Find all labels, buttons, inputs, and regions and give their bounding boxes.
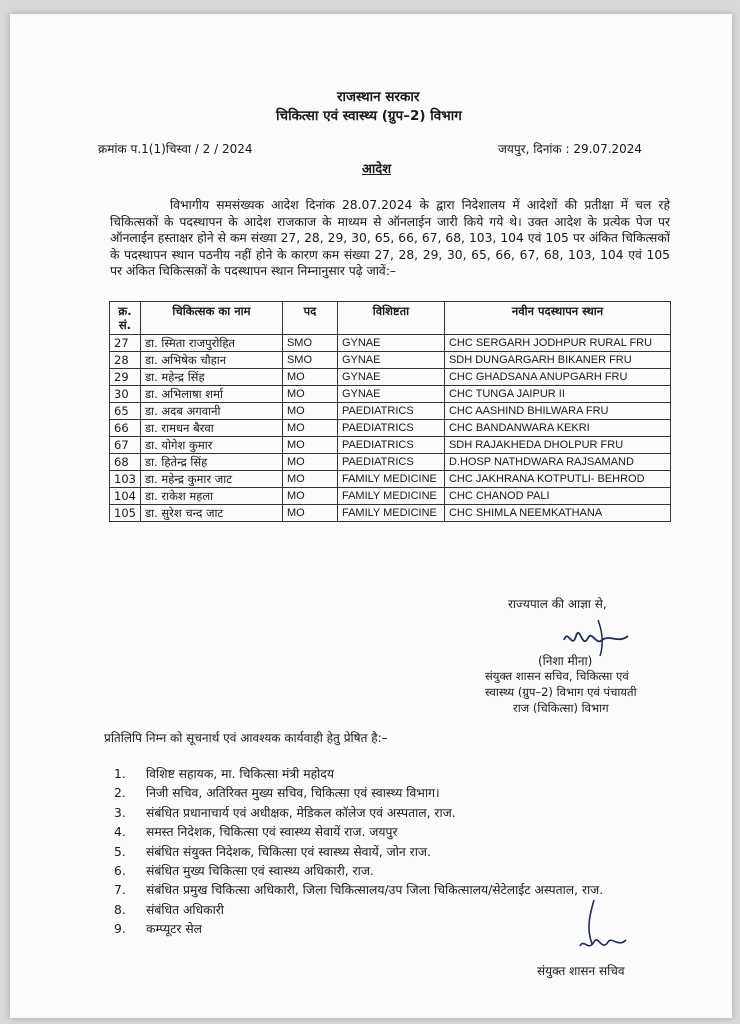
cell-serial: 30	[110, 386, 141, 403]
cell-serial: 105	[110, 505, 141, 522]
list-item-number: 6.	[114, 863, 126, 878]
reference-number: क्रमांक प.1(1)चिस्वा / 2 / 2024	[98, 142, 253, 156]
list-item-number: 1.	[114, 767, 126, 781]
cell-post: MO	[282, 505, 337, 522]
cell-serial: 66	[110, 420, 141, 437]
cell-specialty: GYNAE	[337, 335, 444, 352]
cell-name: डा. राकेश महला	[140, 488, 282, 505]
list-item-text: समस्त निदेशक, चिकित्सा एवं स्वास्थ्य सेवायें राज. जयपुर	[146, 825, 398, 840]
cell-post: SMO	[282, 335, 337, 352]
list-item	[114, 844, 674, 861]
column-header-name: चिकित्सक का नाम	[140, 302, 282, 335]
order-date: जयपुर, दिनांक : 29.07.2024	[498, 142, 643, 156]
cell-specialty: PAEDIATRICS	[337, 454, 444, 471]
table-row	[110, 488, 671, 505]
cell-name: डा. योगेश कुमार	[140, 437, 282, 454]
cell-specialty: GYNAE	[337, 352, 444, 369]
order-body	[110, 197, 670, 280]
column-header-posting: नवीन पदस्थापन स्थान	[444, 302, 670, 335]
order-by-governor: राज्यपाल की आज्ञा से,	[508, 597, 607, 611]
table-row	[110, 352, 671, 369]
list-item	[114, 863, 674, 880]
cell-posting: CHC AASHIND BHILWARA FRU	[444, 403, 670, 420]
cell-name: डा. हितेन्द्र सिंह	[140, 454, 282, 471]
cell-name: डा. अदब अगवानी	[140, 403, 282, 420]
cell-posting: CHC SERGARH JODHPUR RURAL FRU	[444, 335, 670, 352]
cell-specialty: GYNAE	[337, 369, 444, 386]
cell-post: MO	[282, 403, 337, 420]
cell-post: MO	[282, 437, 337, 454]
table-row	[110, 505, 671, 522]
cell-specialty: FAMILY MEDICINE	[337, 471, 444, 488]
cell-serial: 67	[110, 437, 141, 454]
list-item-text: संबंधित प्रधानाचार्य एवं अधीक्षक, मेडिकल कॉलेज एवं अस्पताल, राज.	[146, 805, 456, 820]
list-item-text: संबंधित संयुक्त निदेशक, चिकित्सा एवं स्वास्थ्य सेवायें, जोन राज.	[146, 844, 431, 859]
cell-posting: SDH RAJAKHEDA DHOLPUR FRU	[444, 437, 670, 454]
cell-post: MO	[282, 386, 337, 403]
column-header-post: पद	[282, 302, 337, 335]
cell-posting: CHC TUNGA JAIPUR II	[444, 386, 670, 403]
cell-specialty: PAEDIATRICS	[337, 437, 444, 454]
cell-specialty: FAMILY MEDICINE	[337, 505, 444, 522]
cell-name: डा. महेन्द्र कुमार जाट	[140, 471, 282, 488]
table-row	[110, 335, 671, 352]
column-header-serial: क्र. सं.	[110, 302, 141, 335]
list-item-text: कम्प्यूटर सेल	[146, 922, 202, 937]
cell-posting: CHC GHADSANA ANUPGARH FRU	[444, 369, 670, 386]
cell-serial: 29	[110, 369, 141, 386]
table-row	[110, 437, 671, 454]
table-row	[110, 420, 671, 437]
cell-post: MO	[282, 471, 337, 488]
signatory-title-1: संयुक्त शासन सचिव, चिकित्सा एवं	[485, 669, 629, 683]
signatory-name: (निशा मीना)	[538, 654, 593, 668]
cell-specialty: PAEDIATRICS	[337, 403, 444, 420]
list-item-text: निजी सचिव, अतिरिक्त मुख्य सचिव, चिकित्सा एवं स्वास्थ्य विभाग।	[146, 786, 440, 801]
list-item-number: 2.	[114, 786, 126, 801]
table-header-row	[110, 302, 671, 335]
table-row	[110, 471, 671, 488]
signatory-title-2: स्वास्थ्य (ग्रुप–2) विभाग एवं पंचायती	[485, 685, 637, 699]
cell-posting: D.HOSP NATHDWARA RAJSAMAND	[444, 454, 670, 471]
cell-name: डा. सुरेश चन्द जाट	[140, 505, 282, 522]
cell-posting: CHC BANDANWARA KEKRI	[444, 420, 670, 437]
list-item	[114, 766, 674, 783]
cell-name: डा. महेन्द्र सिंह	[140, 369, 282, 386]
cell-name: डा. स्मिता राजपुरोहित	[140, 335, 282, 352]
cell-name: डा. रामधन बैरवा	[140, 420, 282, 437]
list-item-number: 9.	[114, 922, 126, 937]
header-government: राजस्थान सरकार	[337, 89, 420, 105]
list-item-text: संबंधित प्रमुख चिकित्सा अधिकारी, जिला चिकित्सालय/उप जिला चिकित्सालय/सेटेलाईट अस्पताल, राज.	[146, 883, 604, 898]
cell-post: MO	[282, 369, 337, 386]
list-item-number: 7.	[114, 883, 126, 898]
list-item-text: संबंधित मुख्य चिकित्सा एवं स्वास्थ्य अधिकारी, राज.	[146, 863, 374, 878]
cell-serial: 28	[110, 352, 141, 369]
list-item	[114, 785, 674, 802]
table-row	[110, 454, 671, 471]
order-body-text: विभागीय समसंख्यक आदेश दिनांक 28.07.2024 के द्वारा निदेशालय में आदेशों की प्रतीक्षा में चल रहे चिकित्सकों के पदस्थापन के आदेश राजकाज के माध्यम से ऑनलाईन जारी किये गये थे। उक्त आदेश के प्रत्येक पेज पर ऑनलाईन हस्ताक्षर होने से कम संख्या 27, 28, 29, 30, 65, 66, 67, 68, 103, 104 एवं 105 पर अंकित चिकित्सकों के पदस्थापन स्थान पठनीय नहीं होने के कारण कम संख्या 27, 28, 29, 30, 65, 66, 67, 68, 103, 104 एवं 105 पर अंकित चिकित्सकों के पदस्थापन स्थान निम्नानुसार पढ़े जावें:–	[110, 198, 670, 279]
cell-name: डा. अभिलाषा शर्मा	[140, 386, 282, 403]
cell-post: MO	[282, 454, 337, 471]
cell-specialty: FAMILY MEDICINE	[337, 488, 444, 505]
cell-posting: SDH DUNGARGARH BIKANER FRU	[444, 352, 670, 369]
order-title: आदेश	[362, 162, 392, 177]
cell-specialty: GYNAE	[337, 386, 444, 403]
column-header-specialty: विशिष्टता	[337, 302, 444, 335]
list-item-number: 8.	[114, 902, 126, 917]
header-department: चिकित्सा एवं स्वास्थ्य (ग्रुप–2) विभाग	[276, 108, 462, 124]
cell-post: MO	[282, 488, 337, 505]
cell-serial: 65	[110, 403, 141, 420]
cell-post: MO	[282, 420, 337, 437]
cell-posting: CHC SHIMLA NEEMKATHANA	[444, 505, 670, 522]
copy-to-intro: प्रतिलिपि निम्न को सूचनार्थ एवं आवश्यक कार्यवाही हेतु प्रेषित है:–	[104, 731, 388, 745]
signatory-title-3: राज (चिकित्सा) विभाग	[513, 701, 609, 715]
list-item	[114, 805, 674, 822]
cell-serial: 104	[110, 488, 141, 505]
cell-serial: 68	[110, 454, 141, 471]
cell-posting: CHC CHANOD PALI	[444, 488, 670, 505]
list-item-text: संबंधित अधिकारी	[146, 902, 224, 917]
list-item-number: 3.	[114, 805, 126, 820]
cell-serial: 27	[110, 335, 141, 352]
footer-signature-mark	[572, 894, 632, 964]
list-item-text: विशिष्ट सहायक, मा. चिकित्सा मंत्री महोदय	[146, 767, 334, 781]
table-row	[110, 386, 671, 403]
table-row	[110, 369, 671, 386]
table-row	[110, 403, 671, 420]
cell-posting: CHC JAKHRANA KOTPUTLI- BEHROD	[444, 471, 670, 488]
cell-post: SMO	[282, 352, 337, 369]
document-page	[10, 14, 732, 1018]
posting-table	[109, 301, 671, 522]
list-item-number: 5.	[114, 844, 126, 859]
footer-signatory: संयुक्त शासन सचिव	[537, 964, 625, 978]
cell-specialty: PAEDIATRICS	[337, 420, 444, 437]
list-item-number: 4.	[114, 825, 126, 840]
cell-name: डा. अभिषेक चौहान	[140, 352, 282, 369]
list-item	[114, 824, 674, 841]
cell-serial: 103	[110, 471, 141, 488]
